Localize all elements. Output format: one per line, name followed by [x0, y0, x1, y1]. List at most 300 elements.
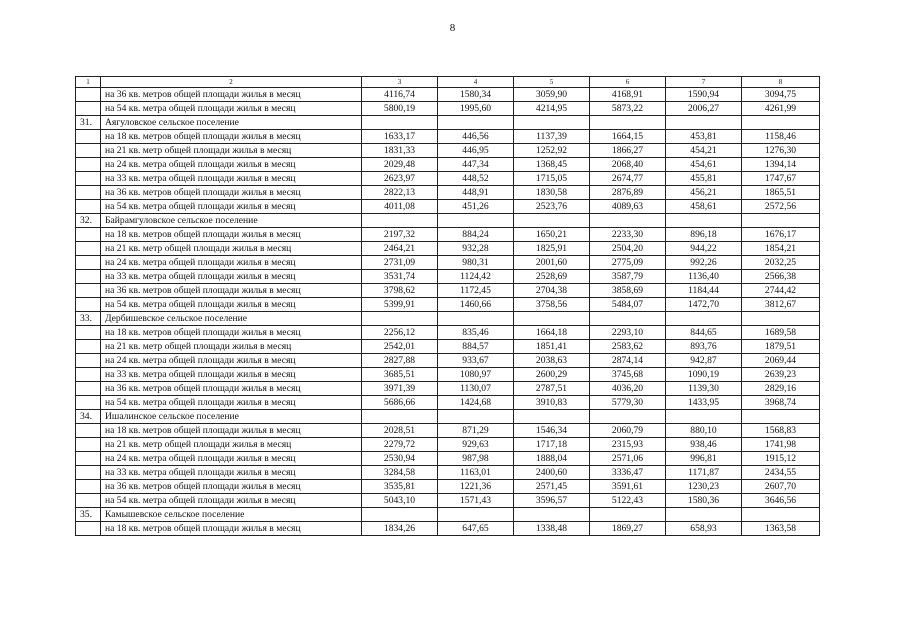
value-cell: 2523,76 — [514, 200, 590, 214]
value-cell: 1472,70 — [666, 298, 742, 312]
value-cell: 2315,93 — [590, 438, 666, 452]
table-row — [76, 172, 820, 186]
table-row — [76, 284, 820, 298]
row-label: на 21 кв. метр общей площади жилья в месяц — [101, 144, 362, 158]
value-cell: 3059,90 — [514, 88, 590, 102]
empty-cell — [76, 438, 101, 452]
row-label: на 54 кв. метра общей площади жилья в месяц — [101, 200, 362, 214]
value-cell: 454,61 — [666, 158, 742, 172]
value-cell: 446,56 — [438, 130, 514, 144]
row-label: на 36 кв. метров общей площади жилья в месяц — [101, 480, 362, 494]
value-cell: 1080,97 — [438, 368, 514, 382]
value-cell: 1172,45 — [438, 284, 514, 298]
value-cell: 1546,34 — [514, 424, 590, 438]
table-row — [76, 298, 820, 312]
value-cell: 1276,30 — [742, 144, 820, 158]
empty-cell — [514, 116, 590, 130]
value-cell: 1830,58 — [514, 186, 590, 200]
value-cell: 942,87 — [666, 354, 742, 368]
value-cell: 2001,60 — [514, 256, 590, 270]
value-cell: 932,28 — [438, 242, 514, 256]
empty-cell — [76, 424, 101, 438]
value-cell: 1571,43 — [438, 494, 514, 508]
value-cell: 2566,38 — [742, 270, 820, 284]
page-number: 8 — [449, 22, 456, 34]
value-cell: 647,65 — [438, 522, 514, 536]
column-number: 4 — [438, 77, 514, 88]
value-cell: 1580,34 — [438, 88, 514, 102]
table-row — [76, 242, 820, 256]
value-cell: 451,26 — [438, 200, 514, 214]
value-cell: 1664,15 — [590, 130, 666, 144]
value-cell: 2068,40 — [590, 158, 666, 172]
value-cell: 2829,16 — [742, 382, 820, 396]
empty-cell — [438, 116, 514, 130]
value-cell: 2038,63 — [514, 354, 590, 368]
empty-cell — [76, 200, 101, 214]
value-cell: 1158,46 — [742, 130, 820, 144]
value-cell: 2528,69 — [514, 270, 590, 284]
row-label: на 21 кв. метр общей площади жилья в месяц — [101, 242, 362, 256]
value-cell: 2874,14 — [590, 354, 666, 368]
value-cell: 2600,29 — [514, 368, 590, 382]
empty-cell — [76, 480, 101, 494]
value-cell: 3745,68 — [590, 368, 666, 382]
empty-cell — [76, 242, 101, 256]
value-cell: 455,81 — [666, 172, 742, 186]
column-number: 5 — [514, 77, 590, 88]
empty-cell — [742, 508, 820, 522]
empty-cell — [742, 312, 820, 326]
table-row — [76, 102, 820, 116]
value-cell: 3910,83 — [514, 396, 590, 410]
value-cell: 1368,45 — [514, 158, 590, 172]
value-cell: 446,95 — [438, 144, 514, 158]
value-cell: 453,81 — [666, 130, 742, 144]
row-label: на 18 кв. метров общей площади жилья в месяц — [101, 522, 362, 536]
value-cell: 3971,39 — [362, 382, 438, 396]
empty-cell — [438, 312, 514, 326]
empty-cell — [514, 214, 590, 228]
value-cell: 1715,05 — [514, 172, 590, 186]
value-cell: 871,29 — [438, 424, 514, 438]
row-label: на 54 кв. метра общей площади жилья в месяц — [101, 396, 362, 410]
table-row — [76, 396, 820, 410]
value-cell: 3812,67 — [742, 298, 820, 312]
value-cell: 2434,55 — [742, 466, 820, 480]
settlement-number: 33. — [76, 312, 101, 326]
value-cell: 1424,68 — [438, 396, 514, 410]
value-cell: 2293,10 — [590, 326, 666, 340]
value-cell: 992,26 — [666, 256, 742, 270]
empty-cell — [76, 228, 101, 242]
value-cell: 448,52 — [438, 172, 514, 186]
value-cell: 2571,06 — [590, 452, 666, 466]
value-cell: 3587,79 — [590, 270, 666, 284]
column-number: 1 — [76, 77, 101, 88]
row-label: на 33 кв. метра общей площади жилья в месяц — [101, 466, 362, 480]
empty-cell — [590, 116, 666, 130]
settlement-name: Камышевское сельское поселение — [101, 508, 362, 522]
row-label: на 18 кв. метров общей площади жилья в месяц — [101, 130, 362, 144]
value-cell: 454,21 — [666, 144, 742, 158]
empty-cell — [76, 354, 101, 368]
value-cell: 3535,81 — [362, 480, 438, 494]
value-cell: 4036,20 — [590, 382, 666, 396]
value-cell: 2006,27 — [666, 102, 742, 116]
value-cell: 1851,41 — [514, 340, 590, 354]
value-cell: 2256,12 — [362, 326, 438, 340]
value-cell: 4089,63 — [590, 200, 666, 214]
value-cell: 1137,39 — [514, 130, 590, 144]
table-row — [76, 354, 820, 368]
value-cell: 1879,51 — [742, 340, 820, 354]
value-cell: 1825,91 — [514, 242, 590, 256]
empty-cell — [76, 494, 101, 508]
value-cell: 2623,97 — [362, 172, 438, 186]
table-row — [76, 382, 820, 396]
empty-cell — [666, 508, 742, 522]
value-cell: 2233,30 — [590, 228, 666, 242]
value-cell: 996,81 — [666, 452, 742, 466]
value-cell: 2571,45 — [514, 480, 590, 494]
table-row — [76, 452, 820, 466]
empty-cell — [76, 270, 101, 284]
row-label: на 54 кв. метра общей площади жилья в месяц — [101, 298, 362, 312]
value-cell: 5043,10 — [362, 494, 438, 508]
empty-cell — [514, 508, 590, 522]
empty-cell — [590, 508, 666, 522]
value-cell: 2542,01 — [362, 340, 438, 354]
value-cell: 4214,95 — [514, 102, 590, 116]
settlement-group-row — [76, 508, 820, 522]
value-cell: 1865,51 — [742, 186, 820, 200]
empty-cell — [76, 382, 101, 396]
value-cell: 2639,23 — [742, 368, 820, 382]
value-cell: 944,22 — [666, 242, 742, 256]
value-cell: 884,24 — [438, 228, 514, 242]
value-cell: 1184,44 — [666, 284, 742, 298]
value-cell: 448,91 — [438, 186, 514, 200]
table-row — [76, 522, 820, 536]
value-cell: 1163,01 — [438, 466, 514, 480]
value-cell: 4011,08 — [362, 200, 438, 214]
row-label: на 21 кв. метр общей площади жилья в месяц — [101, 340, 362, 354]
empty-cell — [76, 102, 101, 116]
table-row — [76, 438, 820, 452]
value-cell: 5873,22 — [590, 102, 666, 116]
empty-cell — [438, 410, 514, 424]
value-cell: 2787,51 — [514, 382, 590, 396]
empty-cell — [742, 214, 820, 228]
value-cell: 1460,66 — [438, 298, 514, 312]
value-cell: 2464,21 — [362, 242, 438, 256]
table-body — [76, 77, 820, 536]
empty-cell — [438, 508, 514, 522]
value-cell: 5484,07 — [590, 298, 666, 312]
settlement-group-row — [76, 116, 820, 130]
value-cell: 2731,09 — [362, 256, 438, 270]
settlement-number: 31. — [76, 116, 101, 130]
value-cell: 2822,13 — [362, 186, 438, 200]
empty-cell — [590, 312, 666, 326]
table-row — [76, 256, 820, 270]
value-cell: 3596,57 — [514, 494, 590, 508]
value-cell: 1221,36 — [438, 480, 514, 494]
row-label: на 21 кв. метр общей площади жилья в месяц — [101, 438, 362, 452]
value-cell: 1139,30 — [666, 382, 742, 396]
value-cell: 1866,27 — [590, 144, 666, 158]
row-label: на 18 кв. метров общей площади жилья в месяц — [101, 424, 362, 438]
table-row — [76, 326, 820, 340]
table-row — [76, 130, 820, 144]
value-cell: 3094,75 — [742, 88, 820, 102]
value-cell: 987,98 — [438, 452, 514, 466]
value-cell: 1834,26 — [362, 522, 438, 536]
value-cell: 980,31 — [438, 256, 514, 270]
empty-cell — [742, 410, 820, 424]
table-row — [76, 480, 820, 494]
table-row — [76, 368, 820, 382]
value-cell: 933,67 — [438, 354, 514, 368]
value-cell: 5779,30 — [590, 396, 666, 410]
row-label: на 33 кв. метра общей площади жилья в месяц — [101, 368, 362, 382]
value-cell: 2572,56 — [742, 200, 820, 214]
value-cell: 1650,21 — [514, 228, 590, 242]
empty-cell — [76, 144, 101, 158]
table-row — [76, 424, 820, 438]
value-cell: 1831,33 — [362, 144, 438, 158]
value-cell: 3685,51 — [362, 368, 438, 382]
value-cell: 1869,27 — [590, 522, 666, 536]
value-cell: 2400,60 — [514, 466, 590, 480]
empty-cell — [76, 284, 101, 298]
value-cell: 2504,20 — [590, 242, 666, 256]
value-cell: 835,46 — [438, 326, 514, 340]
empty-cell — [590, 214, 666, 228]
value-cell: 3798,62 — [362, 284, 438, 298]
settlement-group-row — [76, 410, 820, 424]
value-cell: 880,10 — [666, 424, 742, 438]
value-cell: 658,93 — [666, 522, 742, 536]
value-cell: 884,57 — [438, 340, 514, 354]
value-cell: 929,63 — [438, 438, 514, 452]
row-label: на 36 кв. метров общей площади жилья в месяц — [101, 88, 362, 102]
value-cell: 1747,67 — [742, 172, 820, 186]
empty-cell — [362, 116, 438, 130]
empty-cell — [514, 312, 590, 326]
value-cell: 3284,58 — [362, 466, 438, 480]
value-cell: 2674,77 — [590, 172, 666, 186]
empty-cell — [362, 214, 438, 228]
value-cell: 1854,21 — [742, 242, 820, 256]
value-cell: 2029,48 — [362, 158, 438, 172]
empty-cell — [76, 130, 101, 144]
value-cell: 844,65 — [666, 326, 742, 340]
row-label: на 33 кв. метра общей площади жилья в месяц — [101, 270, 362, 284]
value-cell: 1915,12 — [742, 452, 820, 466]
value-cell: 1124,42 — [438, 270, 514, 284]
empty-cell — [76, 256, 101, 270]
table-row — [76, 340, 820, 354]
value-cell: 4116,74 — [362, 88, 438, 102]
value-cell: 1230,23 — [666, 480, 742, 494]
value-cell: 3591,61 — [590, 480, 666, 494]
value-cell: 456,21 — [666, 186, 742, 200]
empty-cell — [666, 116, 742, 130]
row-label: на 33 кв. метра общей площади жилья в месяц — [101, 172, 362, 186]
value-cell: 1590,94 — [666, 88, 742, 102]
empty-cell — [76, 368, 101, 382]
settlement-name: Ишалинское сельское поселение — [101, 410, 362, 424]
column-number: 3 — [362, 77, 438, 88]
value-cell: 4261,99 — [742, 102, 820, 116]
value-cell: 2607,70 — [742, 480, 820, 494]
value-cell: 447,34 — [438, 158, 514, 172]
value-cell: 1664,18 — [514, 326, 590, 340]
empty-cell — [362, 508, 438, 522]
value-cell: 1130,07 — [438, 382, 514, 396]
empty-cell — [76, 466, 101, 480]
table-row — [76, 200, 820, 214]
value-cell: 1252,92 — [514, 144, 590, 158]
row-label: на 18 кв. метров общей площади жилья в месяц — [101, 228, 362, 242]
settlement-group-row — [76, 214, 820, 228]
value-cell: 3858,69 — [590, 284, 666, 298]
table-row — [76, 88, 820, 102]
empty-cell — [362, 312, 438, 326]
row-label: на 24 кв. метра общей площади жилья в месяц — [101, 158, 362, 172]
value-cell: 1171,87 — [666, 466, 742, 480]
value-cell: 896,18 — [666, 228, 742, 242]
table-row — [76, 186, 820, 200]
empty-cell — [666, 214, 742, 228]
empty-cell — [76, 158, 101, 172]
empty-cell — [742, 116, 820, 130]
empty-cell — [76, 326, 101, 340]
value-cell: 1433,95 — [666, 396, 742, 410]
settlement-name: Аягуловское сельское поселение — [101, 116, 362, 130]
empty-cell — [666, 410, 742, 424]
value-cell: 2744,42 — [742, 284, 820, 298]
value-cell: 938,46 — [666, 438, 742, 452]
value-cell: 2060,79 — [590, 424, 666, 438]
table-row — [76, 270, 820, 284]
table-row — [76, 228, 820, 242]
value-cell: 1689,58 — [742, 326, 820, 340]
settlement-name: Байрамгуловское сельское поселение — [101, 214, 362, 228]
row-label: на 24 кв. метра общей площади жилья в месяц — [101, 256, 362, 270]
value-cell: 1580,36 — [666, 494, 742, 508]
row-label: на 24 кв. метра общей площади жилья в месяц — [101, 354, 362, 368]
row-label: на 54 кв. метра общей площади жилья в месяц — [101, 102, 362, 116]
row-label: на 54 кв. метра общей площади жилья в месяц — [101, 494, 362, 508]
value-cell: 5122,43 — [590, 494, 666, 508]
value-cell: 2775,09 — [590, 256, 666, 270]
empty-cell — [666, 312, 742, 326]
settlement-name: Дербишевское сельское поселение — [101, 312, 362, 326]
row-label: на 18 кв. метров общей площади жилья в месяц — [101, 326, 362, 340]
empty-cell — [76, 88, 101, 102]
column-number: 7 — [666, 77, 742, 88]
value-cell: 1363,58 — [742, 522, 820, 536]
empty-cell — [590, 410, 666, 424]
table-row — [76, 466, 820, 480]
value-cell: 1090,19 — [666, 368, 742, 382]
value-cell: 3531,74 — [362, 270, 438, 284]
value-cell: 3336,47 — [590, 466, 666, 480]
value-cell: 2530,94 — [362, 452, 438, 466]
value-cell: 2279,72 — [362, 438, 438, 452]
value-cell: 2069,44 — [742, 354, 820, 368]
value-cell: 5399,91 — [362, 298, 438, 312]
value-cell: 1568,83 — [742, 424, 820, 438]
value-cell: 1136,40 — [666, 270, 742, 284]
empty-cell — [438, 214, 514, 228]
empty-cell — [514, 410, 590, 424]
value-cell: 2876,89 — [590, 186, 666, 200]
empty-cell — [76, 340, 101, 354]
row-label: на 36 кв. метров общей площади жилья в месяц — [101, 284, 362, 298]
value-cell: 458,61 — [666, 200, 742, 214]
value-cell: 2827,88 — [362, 354, 438, 368]
settlement-group-row — [76, 312, 820, 326]
empty-cell — [76, 298, 101, 312]
value-cell: 893,76 — [666, 340, 742, 354]
empty-cell — [362, 410, 438, 424]
table-row — [76, 144, 820, 158]
row-label: на 24 кв. метра общей площади жилья в месяц — [101, 452, 362, 466]
table-row — [76, 494, 820, 508]
row-label: на 36 кв. метров общей площади жилья в месяц — [101, 382, 362, 396]
value-cell: 4168,91 — [590, 88, 666, 102]
column-number: 8 — [742, 77, 820, 88]
value-cell: 3968,74 — [742, 396, 820, 410]
value-cell: 1717,18 — [514, 438, 590, 452]
value-cell: 1394,14 — [742, 158, 820, 172]
value-cell: 5800,19 — [362, 102, 438, 116]
value-cell: 1676,17 — [742, 228, 820, 242]
value-cell: 3646,56 — [742, 494, 820, 508]
value-cell: 2032,25 — [742, 256, 820, 270]
column-number-header-row — [76, 77, 820, 88]
settlement-number: 32. — [76, 214, 101, 228]
empty-cell — [76, 186, 101, 200]
value-cell: 1741,98 — [742, 438, 820, 452]
value-cell: 1338,48 — [514, 522, 590, 536]
value-cell: 1633,17 — [362, 130, 438, 144]
empty-cell — [76, 396, 101, 410]
value-cell: 1995,60 — [438, 102, 514, 116]
value-cell: 3758,56 — [514, 298, 590, 312]
tariff-table — [75, 76, 820, 536]
value-cell: 2704,38 — [514, 284, 590, 298]
settlement-number: 35. — [76, 508, 101, 522]
value-cell: 2583,62 — [590, 340, 666, 354]
value-cell: 2197,32 — [362, 228, 438, 242]
value-cell: 1888,04 — [514, 452, 590, 466]
value-cell: 5686,66 — [362, 396, 438, 410]
empty-cell — [76, 452, 101, 466]
table-row — [76, 158, 820, 172]
empty-cell — [76, 172, 101, 186]
column-number: 2 — [101, 77, 362, 88]
empty-cell — [76, 522, 101, 536]
column-number: 6 — [590, 77, 666, 88]
settlement-number: 34. — [76, 410, 101, 424]
row-label: на 36 кв. метров общей площади жилья в месяц — [101, 186, 362, 200]
value-cell: 2028,51 — [362, 424, 438, 438]
